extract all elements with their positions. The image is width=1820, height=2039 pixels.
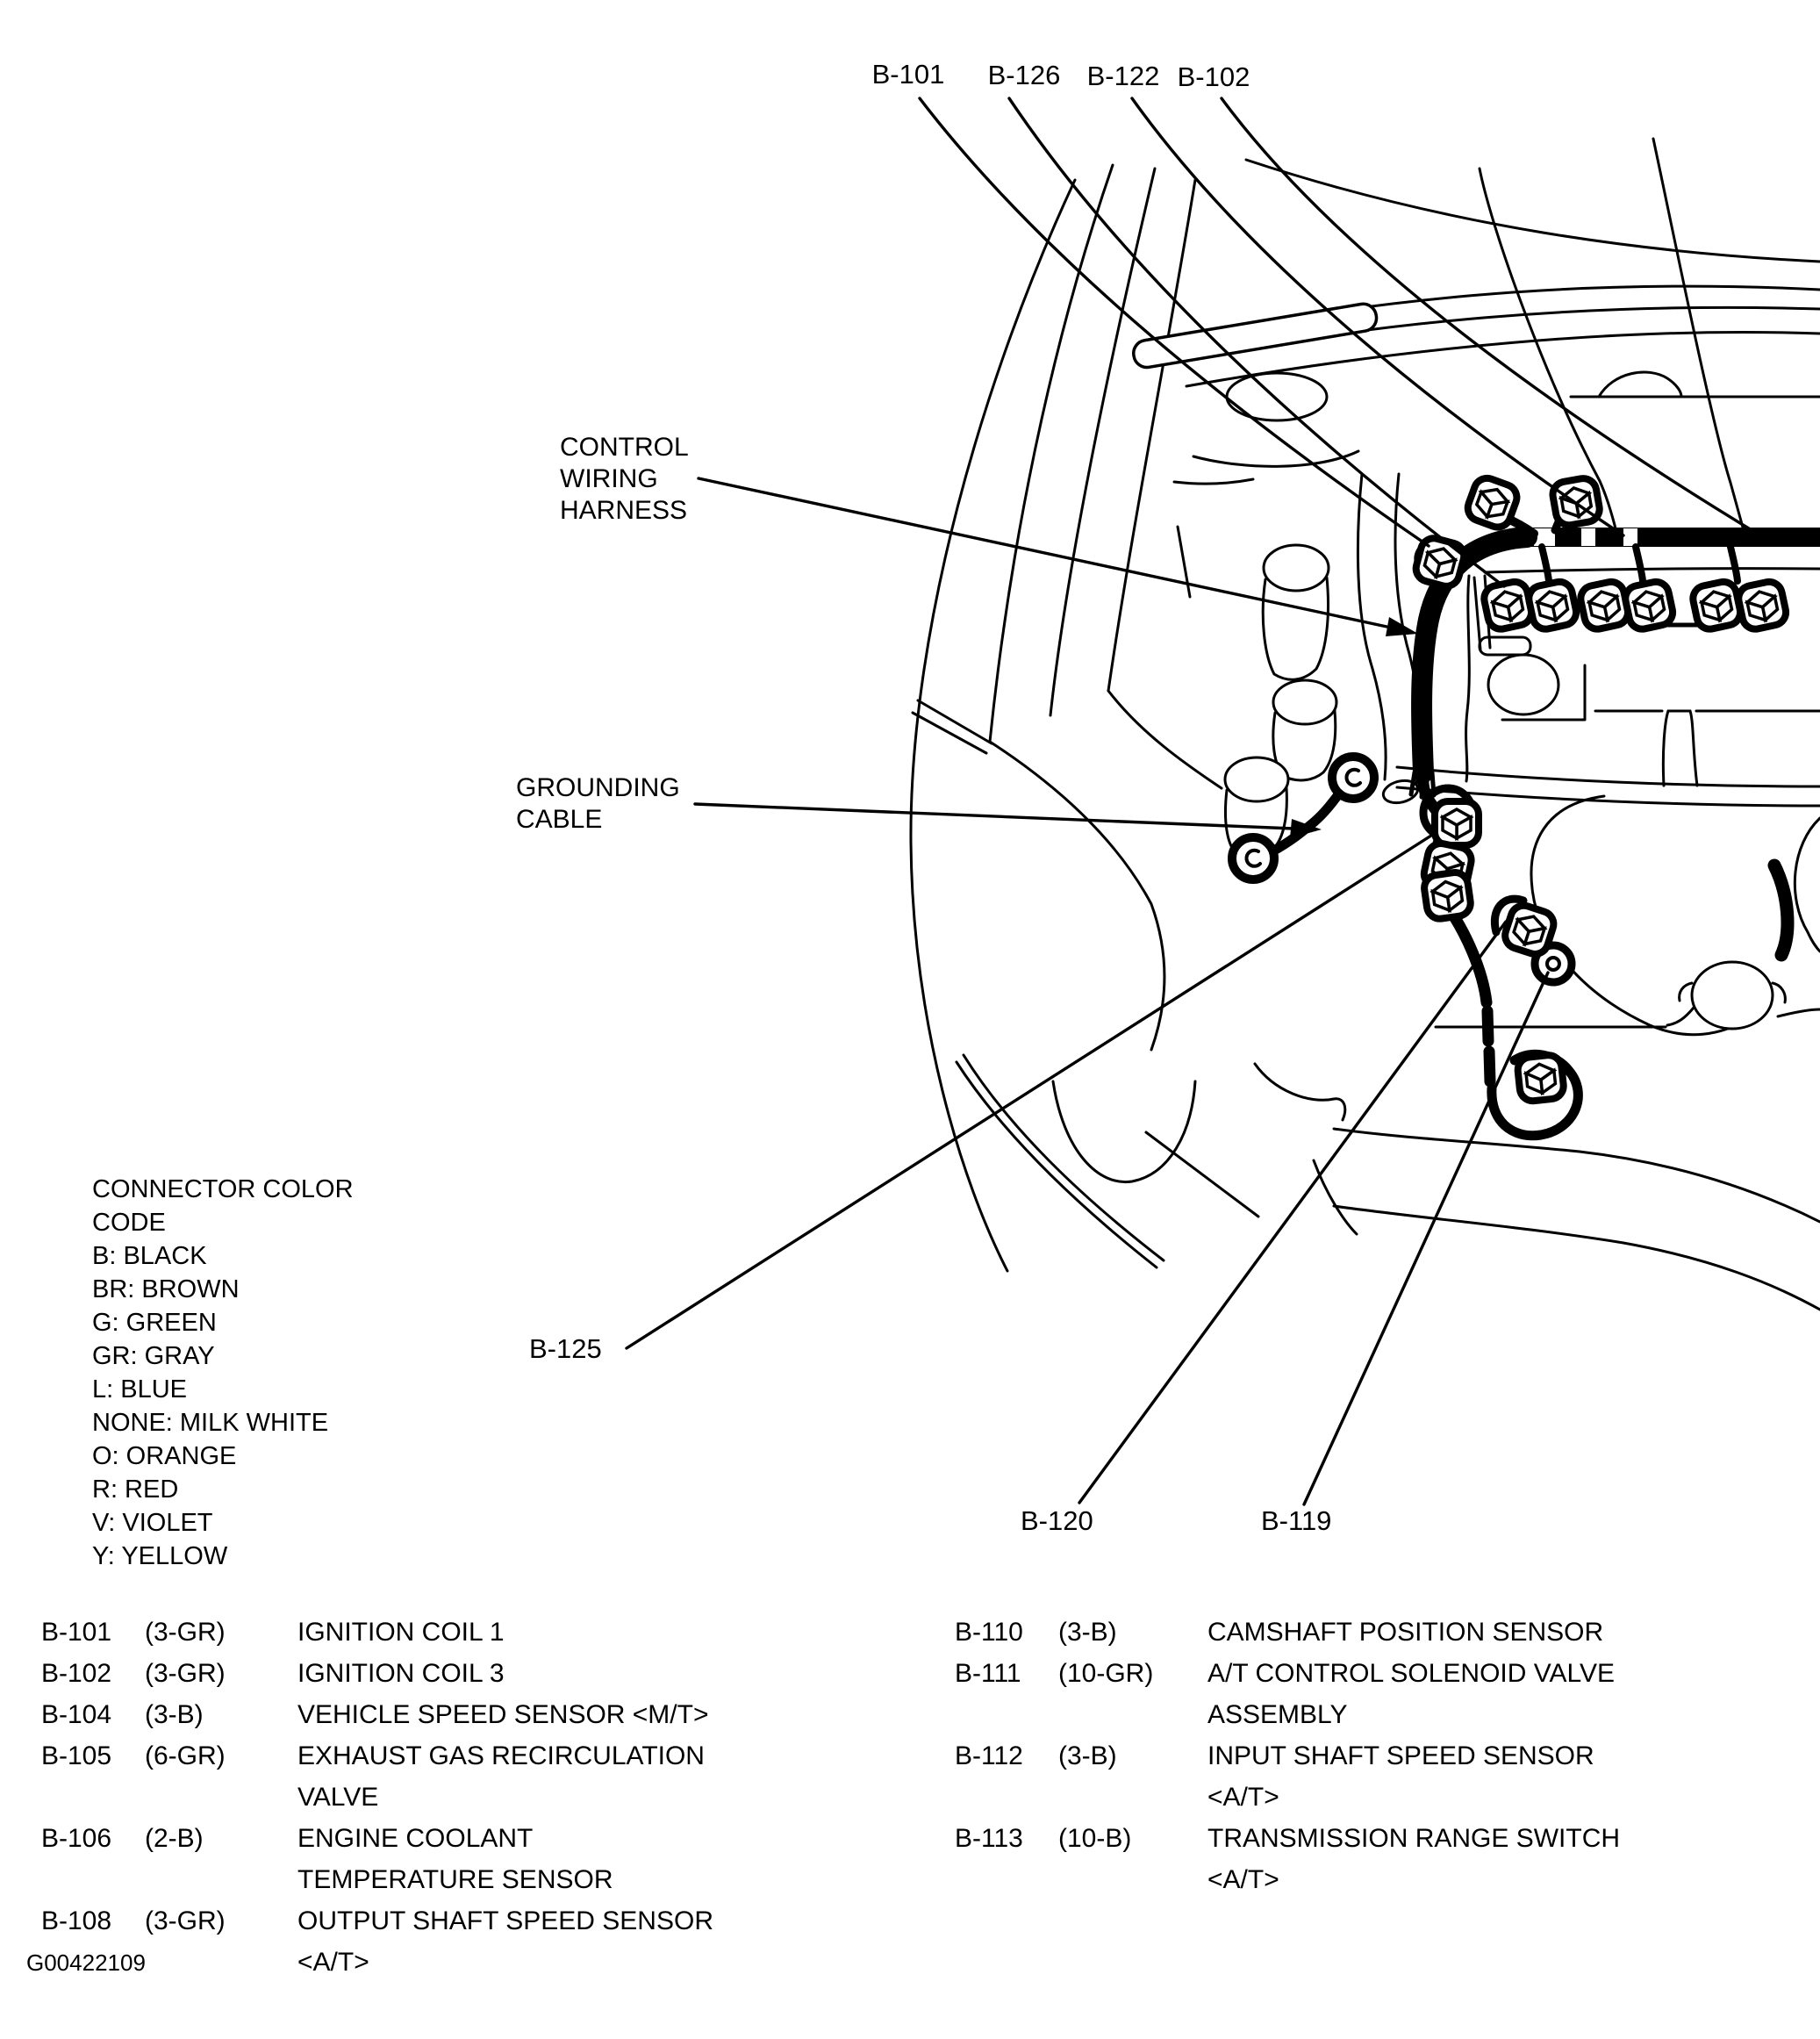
connector-table-left <box>41 1612 717 1983</box>
body-curve <box>1050 169 1155 715</box>
connector-pins: (6-GR) <box>145 1741 226 1770</box>
bar-hook <box>1730 547 1738 581</box>
connector-b120-target <box>1501 902 1557 958</box>
connector-code: B-104 <box>41 1700 112 1729</box>
connector-b126-target <box>1482 579 1534 631</box>
ground-eyelet <box>1332 757 1374 799</box>
heater-hose <box>1358 474 1420 806</box>
connector-code: B-112 <box>955 1741 1023 1770</box>
legend-title: CONNECTOR COLOR CODE <box>92 1175 354 1237</box>
strut-tower-cap <box>1227 373 1327 420</box>
connector-desc: IGNITION COIL 3 <box>297 1659 505 1688</box>
connector-looped <box>1516 1054 1565 1102</box>
body-curve <box>1108 691 1222 788</box>
cowl-lines <box>1132 139 1820 534</box>
connector-code: B-101 <box>41 1618 112 1647</box>
table-row <box>955 1653 1632 1735</box>
connector-b125-target <box>1422 871 1472 920</box>
harness-bar-gap <box>1581 528 1595 546</box>
harness-dash <box>1487 1011 1488 1041</box>
strut-arc <box>1193 451 1358 466</box>
thick-arc <box>1774 865 1788 955</box>
connector-color-code-legend <box>92 1173 391 1573</box>
connector <box>1623 579 1675 631</box>
cowl-dome <box>1599 372 1681 397</box>
leader-ground <box>695 804 1293 829</box>
connector-code: B-105 <box>41 1741 112 1770</box>
bar-hook <box>1636 547 1643 581</box>
body-curve <box>1108 180 1195 691</box>
connector-pins: (3-GR) <box>145 1618 226 1647</box>
leader-b125 <box>627 834 1434 1348</box>
connector-code: B-102 <box>41 1659 112 1688</box>
body-line-steep <box>1653 139 1745 534</box>
body-line <box>1146 1132 1258 1217</box>
engine-block <box>1334 569 1820 1310</box>
harness-dash <box>1489 1052 1490 1081</box>
callout-b122: B-122 <box>1086 61 1160 91</box>
figure-code: G00422109 <box>26 1949 146 1976</box>
callout-b119: B-119 <box>1261 1505 1332 1536</box>
connector-pins: (2-B) <box>145 1824 204 1853</box>
label-control-wiring-harness: CONTROL WIRING HARNESS <box>560 433 688 525</box>
connector-pins: (3-GR) <box>145 1906 226 1935</box>
body-curve <box>990 165 1113 742</box>
table-row <box>41 1735 717 1818</box>
engine-curve <box>1795 818 1820 951</box>
connector-desc: TRANSMISSION RANGE SWITCH <A/T> <box>1207 1824 1621 1894</box>
body-line-steep <box>1480 169 1616 532</box>
connector <box>1413 535 1466 589</box>
legend-entry: B: BLACK <box>92 1242 207 1270</box>
connector-desc: EXHAUST GAS RECIRCULATION VALVE <box>297 1741 705 1812</box>
wiper-cowl-bar <box>1132 302 1379 370</box>
legend-entry: Y: YELLOW <box>92 1542 228 1570</box>
coil-tower-body <box>1263 578 1328 679</box>
subframe-line <box>1334 1206 1820 1310</box>
table-row <box>41 1612 717 1653</box>
connector-pins: (10-GR) <box>1058 1659 1154 1688</box>
callout-b102: B-102 <box>1177 61 1250 92</box>
connector-desc: INPUT SHAFT SPEED SENSOR <A/T> <box>1207 1741 1594 1812</box>
table-row <box>41 1818 717 1900</box>
engine-boss <box>1692 962 1773 1029</box>
callout-b120: B-120 <box>1021 1505 1093 1536</box>
connector-pins: (10-B) <box>1058 1824 1132 1853</box>
legend-entry: R: RED <box>92 1475 179 1504</box>
connector-desc: CAMSHAFT POSITION SENSOR <box>1207 1618 1604 1647</box>
connector <box>1691 579 1743 631</box>
label-grounding-cable: GROUNDING CABLE <box>516 773 680 834</box>
legend-entry: BR: BROWN <box>92 1275 240 1303</box>
cover-boss <box>1480 637 1530 655</box>
table-row <box>41 1653 717 1694</box>
callout-b126: B-126 <box>987 60 1061 90</box>
wheel-arch-arc <box>1053 1081 1195 1182</box>
connector <box>1579 579 1630 631</box>
leader-b120 <box>1079 922 1506 1503</box>
connector-desc: VEHICLE SPEED SENSOR <M/T> <box>297 1700 709 1729</box>
bar-hook <box>1542 547 1549 581</box>
table-row <box>955 1818 1632 1900</box>
coil-tower-cap <box>1264 545 1329 591</box>
connector <box>1527 579 1579 631</box>
table-row <box>955 1735 1632 1818</box>
under-bar-line <box>1485 569 1820 572</box>
legend-entry: G: GREEN <box>92 1309 217 1337</box>
connector-pins: (3-B) <box>1058 1618 1117 1647</box>
harness-bar-gap <box>1623 528 1637 546</box>
body-curve <box>990 742 1164 1050</box>
filler-cap <box>1488 655 1558 714</box>
connector-code: B-110 <box>955 1618 1023 1647</box>
body-squiggle <box>1255 1064 1345 1120</box>
ground-eyelet <box>1232 837 1274 879</box>
boss-tab <box>1680 983 1692 1001</box>
connector <box>1737 579 1788 631</box>
table-row <box>955 1612 1632 1653</box>
legend-entry: V: VIOLET <box>92 1509 213 1537</box>
plug-tower <box>1663 711 1697 786</box>
connector-desc: IGNITION COIL 1 <box>297 1618 505 1647</box>
callout-b125: B-125 <box>529 1333 602 1364</box>
connector-pins: (3-GR) <box>145 1659 226 1688</box>
engine-bottom-line <box>1778 1009 1820 1016</box>
coil-tower-cap <box>1225 757 1288 801</box>
callout-b101: B-101 <box>871 59 945 90</box>
body-line <box>1314 1160 1357 1234</box>
legend-entry: GR: GRAY <box>92 1342 215 1370</box>
connector-code: B-108 <box>41 1906 112 1935</box>
connector-code: B-111 <box>955 1659 1021 1688</box>
subframe-line <box>1334 1129 1820 1222</box>
legend-entry: NONE: MILK WHITE <box>92 1409 329 1437</box>
coil-tower-cap <box>1273 680 1336 724</box>
boss-stem <box>1667 1008 1694 1025</box>
table-row <box>41 1694 717 1735</box>
hood-edge <box>1246 160 1820 262</box>
connector-code: B-106 <box>41 1824 112 1853</box>
body-curve <box>964 1055 1164 1260</box>
bracket-line <box>1474 578 1480 650</box>
legend-entry: L: BLUE <box>92 1375 187 1404</box>
connector-code: B-113 <box>955 1824 1023 1853</box>
strut-arc <box>1174 479 1253 484</box>
connector-pins: (3-B) <box>145 1700 204 1729</box>
leader-b119 <box>1304 973 1548 1504</box>
legend-entry: O: ORANGE <box>92 1442 237 1470</box>
connector-desc: ENGINE COOLANT TEMPERATURE SENSOR <box>297 1824 613 1894</box>
connector-desc: OUTPUT SHAFT SPEED SENSOR <A/T> <box>297 1906 713 1977</box>
body-stub <box>1178 527 1190 597</box>
connector-chain <box>1435 801 1479 845</box>
body-curve <box>957 1062 1157 1267</box>
valve-cover-line <box>1397 767 1820 786</box>
belt-line <box>1466 576 1470 781</box>
connector-pins: (3-B) <box>1058 1741 1117 1770</box>
boss-tab <box>1773 983 1785 1002</box>
connector-desc: A/T CONTROL SOLENOID VALVE ASSEMBLY <box>1207 1659 1616 1729</box>
connector-table-right <box>955 1612 1632 1900</box>
